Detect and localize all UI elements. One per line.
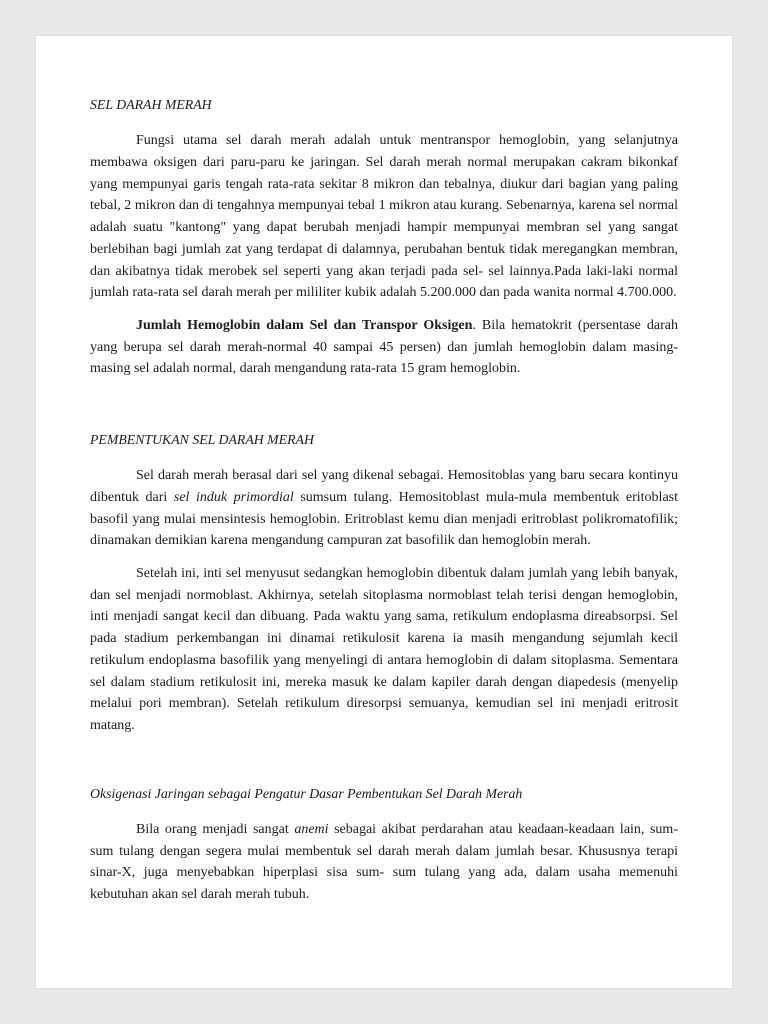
- paragraph-text: Bila orang menjadi sangat: [136, 821, 295, 837]
- paragraph-text: Sel darah merah berasal dari sel yang dikenal sebagai. Hemositoblas yang baru secara kontinyu dibentuk dari: [90, 468, 678, 505]
- paragraph-anemi-sumsum-tulang: [90, 819, 678, 906]
- paragraph-text: sumsum tulang. Hemositoblast mula-mula membentuk eritoblast basofil yang mulai mensintesis hemoglobin. Eritroblast kemu dian menjadi eritroblast polikromatofilik; dinamakan demikian karena mengandung campuran zat basofilik dan hemoglobin merah.: [90, 490, 678, 549]
- section-heading-oksigenasi-jaringan: Oksigenasi Jaringan sebagai Pengatur Dasar Pembentukan Sel Darah Merah: [90, 785, 523, 801]
- paragraph-text: sebagai akibat perdarahan atau keadaan-keadaan lain, sum- sum tulang dengan segera mulai membentuk sel darah merah dalam jumlah besar. Khususnya terapi sinar-X, juga menyebabkan hiperplasi sisa sum- sum tulang yang ada, dalam usaha memenuhi kebutuhan akan sel darah merah tubuh.: [90, 821, 678, 902]
- paragraph-asal-sel-darah-merah: [90, 465, 678, 552]
- paragraph-fungsi-utama: [90, 130, 678, 304]
- bold-lead-text: Jumlah Hemoglobin dalam Sel dan Transpor Oksigen: [136, 317, 473, 333]
- document-page: [36, 36, 732, 988]
- italic-term: anemi: [294, 821, 329, 837]
- italic-term: sel induk primordial: [173, 490, 294, 505]
- paragraph-text: . Bila hematokrit (persentase darah yang berupa sel darah merah-normal 40 sampai 45 persen) dan jumlah hemoglobin dalam masing-masing sel adalah normal, darah mengandung rata-rata 15 gram hemoglobin.: [90, 317, 678, 377]
- paragraph-normoblast-retikulosit: [90, 563, 678, 737]
- paragraph-text: Fungsi utama sel darah merah adalah untuk mentranspor hemoglobin, yang selanjutnya membawa oksigen dari paru-paru ke jaringan. Sel darah merah normal merupakan cakram bikonkaf yang mempunyai garis tengah rata-rata sekitar 8 mikron dan tebalnya, diukur dari bagian yang paling tebal, 2 mikron dan di tengahnya mempunyai tebal 1 mikron atau kurang. Sebenarnya, karena sel normal adalah suatu "kantong" yang dapat berubah menjadi hampir mempunyai membran sel yang sangat berlebihan bagi jumlah zat yang terdapat di dalamnya, perubahan bentuk tidak meregangkan membran, dan akibatnya tidak merobek sel seperti yang akan terjadi pada sel- sel lainnya.Pada laki-laki normal jumlah rata-rata sel darah merah per mililiter kubik adalah 5.200.000 dan pada wanita normal 4.700.000.: [90, 133, 678, 301]
- paragraph-jumlah-hemoglobin: [90, 315, 678, 380]
- section-heading-pembentukan-sel-darah-merah: PEMBENTUKAN SEL DARAH MERAH: [90, 431, 314, 447]
- section-heading-sel-darah-merah: SEL DARAH MERAH: [90, 97, 212, 112]
- paragraph-text: Setelah ini, inti sel menyusut sedangkan hemoglobin dibentuk dalam jumlah yang lebih banyak, dan sel menjadi normoblast. Akhirnya, setelah sitoplasma normoblast telah terisi dengan hemoglobin, inti menjadi sangat kecil dan dibuang. Pada waktu yang sama, retikulum endoplasma direabsorpsi. Sel pada stadium perkembangan ini dinamai retikulosit karena ia masih mengandung sejumlah kecil retikulum endoplasma basofilik yang menyelingi di antara hemoglobin di dalam sitoplasma. Sementara sel dalam stadium retikulosit ini, mereka masuk ke dalam kapiler darah dengan diapedesis (menyelip melalui pori membran). Setelah retikulum diresorpsi semuanya, kemudian sel ini menjadi eritrosit matang.: [90, 566, 678, 733]
